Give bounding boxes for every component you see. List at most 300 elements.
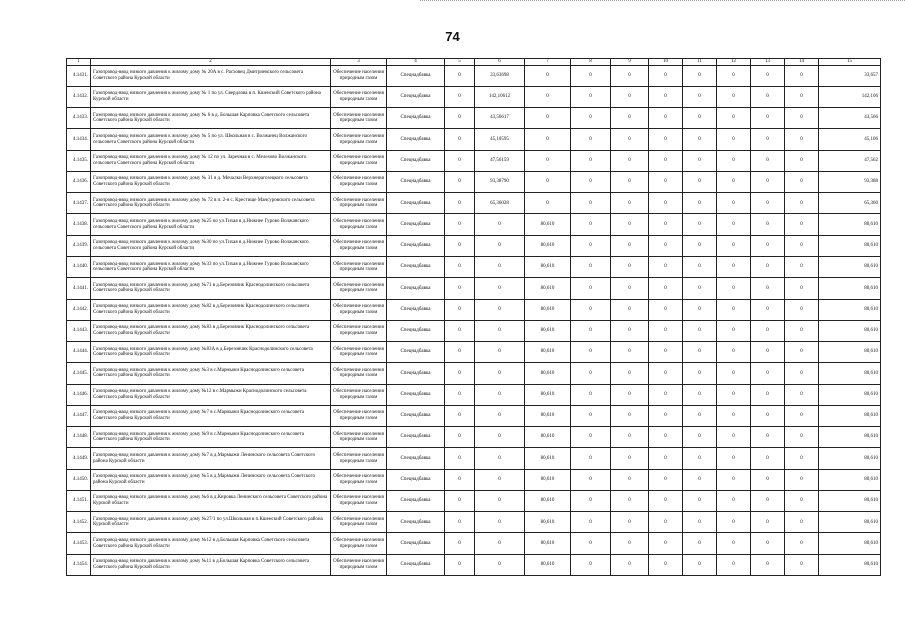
purpose: Обеспечение населения природным газом xyxy=(331,405,387,426)
row-number: 4.1439. xyxy=(67,235,91,256)
value-cell: 0 xyxy=(683,490,717,511)
funding-source: Спецнадбавка xyxy=(387,320,445,341)
value-cell: 0 xyxy=(571,171,611,192)
value-cell: 0 xyxy=(445,129,475,150)
value-cell: 0 xyxy=(445,65,475,86)
purpose: Обеспечение населения природным газом xyxy=(331,150,387,171)
value-cell: 142,10612 xyxy=(475,86,525,107)
value-cell: 0 xyxy=(649,193,683,214)
purpose: Обеспечение населения природным газом xyxy=(331,490,387,511)
column-number-2: 2 xyxy=(91,59,331,66)
value-cell: 0 xyxy=(525,108,571,129)
purpose: Обеспечение населения природным газом xyxy=(331,299,387,320)
value-cell: 0 xyxy=(785,86,819,107)
value-cell: 0 xyxy=(611,448,649,469)
value-cell: 0 xyxy=(611,533,649,554)
purpose: Обеспечение населения природным газом xyxy=(331,108,387,129)
value-cell: 0 xyxy=(717,214,751,235)
value-cell: 0 xyxy=(475,448,525,469)
value-cell: 0 xyxy=(475,512,525,533)
funding-source: Спецнадбавка xyxy=(387,342,445,363)
value-cell: 0 xyxy=(683,533,717,554)
value-cell: 80,610 xyxy=(819,405,881,426)
funding-source: Спецнадбавка xyxy=(387,129,445,150)
value-cell: 0 xyxy=(785,363,819,384)
row-number: 4.1446. xyxy=(67,384,91,405)
funding-source: Спецнадбавка xyxy=(387,554,445,575)
value-cell: 0 xyxy=(785,554,819,575)
column-number-6: 6 xyxy=(475,59,525,66)
value-cell: 80,610 xyxy=(819,469,881,490)
table-body xyxy=(67,65,881,575)
value-cell: 0 xyxy=(649,235,683,256)
value-cell: 65,36028 xyxy=(475,193,525,214)
value-cell: 0 xyxy=(785,214,819,235)
value-cell: 0 xyxy=(751,427,785,448)
value-cell: 0 xyxy=(445,214,475,235)
value-cell: 0 xyxy=(785,490,819,511)
value-cell: 0 xyxy=(475,342,525,363)
object-name: Газопровод-ввод низкого давления к жилому дому №83 в д.Березовчик Краснодолинского сельсовета Советского района Курской области xyxy=(91,320,331,341)
table-row xyxy=(67,490,881,511)
value-cell: 80,610 xyxy=(525,342,571,363)
row-number: 4.1452. xyxy=(67,512,91,533)
value-cell: 0 xyxy=(751,405,785,426)
value-cell: 0 xyxy=(571,554,611,575)
value-cell: 0 xyxy=(611,299,649,320)
object-name: Газопровод-ввод низкого давления к жилому дому №12 в с.Мармыжи Краснодолинского сельсовета Советского района Курской области xyxy=(91,384,331,405)
funding-source: Спецнадбавка xyxy=(387,363,445,384)
value-cell: 45,106 xyxy=(819,129,881,150)
value-cell: 0 xyxy=(571,256,611,277)
value-cell: 0 xyxy=(785,278,819,299)
value-cell: 0 xyxy=(751,342,785,363)
purpose: Обеспечение населения природным газом xyxy=(331,512,387,533)
value-cell: 0 xyxy=(751,533,785,554)
value-cell: 0 xyxy=(751,554,785,575)
value-cell: 0 xyxy=(751,214,785,235)
object-name: Газопровод-ввод низкого давления к жилому дому №30 по ул.Тихая в д.Нижнее Гурово Волжанского сельсовета Советского района Курской области xyxy=(91,235,331,256)
value-cell: 0 xyxy=(445,320,475,341)
table-row xyxy=(67,256,881,277)
value-cell: 80,610 xyxy=(819,342,881,363)
value-cell: 0 xyxy=(785,384,819,405)
table-row xyxy=(67,384,881,405)
value-cell: 0 xyxy=(475,533,525,554)
column-number-1: 1 xyxy=(67,59,91,66)
value-cell: 0 xyxy=(475,214,525,235)
value-cell: 80,610 xyxy=(525,278,571,299)
value-cell: 0 xyxy=(445,448,475,469)
value-cell: 80,610 xyxy=(525,448,571,469)
value-cell: 0 xyxy=(611,469,649,490)
value-cell: 0 xyxy=(683,193,717,214)
table-row xyxy=(67,193,881,214)
funding-source: Спецнадбавка xyxy=(387,448,445,469)
value-cell: 0 xyxy=(717,129,751,150)
value-cell: 0 xyxy=(649,427,683,448)
value-cell: 0 xyxy=(611,342,649,363)
value-cell: 0 xyxy=(611,363,649,384)
funding-source: Спецнадбавка xyxy=(387,384,445,405)
value-cell: 0 xyxy=(717,193,751,214)
funding-source: Спецнадбавка xyxy=(387,108,445,129)
funding-source: Спецнадбавка xyxy=(387,193,445,214)
value-cell: 0 xyxy=(683,214,717,235)
page-number: 74 xyxy=(445,29,460,44)
value-cell: 0 xyxy=(571,533,611,554)
value-cell: 0 xyxy=(649,108,683,129)
value-cell: 0 xyxy=(785,448,819,469)
value-cell: 0 xyxy=(571,108,611,129)
row-number: 4.1435. xyxy=(67,150,91,171)
value-cell: 80,610 xyxy=(819,490,881,511)
funding-source: Спецнадбавка xyxy=(387,214,445,235)
funding-source: Спецнадбавка xyxy=(387,86,445,107)
value-cell: 0 xyxy=(785,171,819,192)
value-cell: 80,610 xyxy=(525,469,571,490)
value-cell: 0 xyxy=(525,65,571,86)
value-cell: 0 xyxy=(445,108,475,129)
column-number-11: 11 xyxy=(683,59,717,66)
row-number: 4.1448. xyxy=(67,427,91,448)
value-cell: 0 xyxy=(649,320,683,341)
purpose: Обеспечение населения природным газом xyxy=(331,469,387,490)
value-cell: 0 xyxy=(683,171,717,192)
funding-source: Спецнадбавка xyxy=(387,278,445,299)
value-cell: 0 xyxy=(649,512,683,533)
investment-table xyxy=(66,58,881,576)
value-cell: 0 xyxy=(611,171,649,192)
value-cell: 0 xyxy=(785,342,819,363)
value-cell: 0 xyxy=(717,448,751,469)
value-cell: 0 xyxy=(785,533,819,554)
row-number: 4.1454. xyxy=(67,554,91,575)
value-cell: 0 xyxy=(611,512,649,533)
table-row xyxy=(67,427,881,448)
value-cell: 0 xyxy=(445,533,475,554)
value-cell: 0 xyxy=(751,235,785,256)
value-cell: 0 xyxy=(611,86,649,107)
value-cell: 80,610 xyxy=(819,363,881,384)
purpose: Обеспечение населения природным газом xyxy=(331,448,387,469)
value-cell: 0 xyxy=(445,150,475,171)
value-cell: 0 xyxy=(717,342,751,363)
value-cell: 0 xyxy=(571,512,611,533)
value-cell: 0 xyxy=(571,469,611,490)
value-cell: 0 xyxy=(571,129,611,150)
value-cell: 0 xyxy=(611,129,649,150)
value-cell: 0 xyxy=(571,193,611,214)
value-cell: 0 xyxy=(445,469,475,490)
value-cell: 0 xyxy=(751,448,785,469)
object-name: Газопровод-ввод низкого давления к жилому дому № 12 по ул. Заречная в с. Мелехово Волжанского сельсовета Советского района Курской области xyxy=(91,150,331,171)
row-number: 4.1450. xyxy=(67,469,91,490)
table-row xyxy=(67,86,881,107)
purpose: Обеспечение населения природным газом xyxy=(331,342,387,363)
purpose: Обеспечение населения природным газом xyxy=(331,214,387,235)
value-cell: 80,610 xyxy=(819,427,881,448)
object-name: Газопровод-ввод низкого давления к жилому дому № 20А в с. Расховец Дмитриевского сельсовета Советского района Курской области xyxy=(91,65,331,86)
funding-source: Спецнадбавка xyxy=(387,427,445,448)
value-cell: 0 xyxy=(649,129,683,150)
value-cell: 0 xyxy=(649,384,683,405)
value-cell: 0 xyxy=(683,512,717,533)
value-cell: 0 xyxy=(717,469,751,490)
value-cell: 0 xyxy=(571,427,611,448)
value-cell: 0 xyxy=(445,490,475,511)
value-cell: 0 xyxy=(649,405,683,426)
value-cell: 0 xyxy=(683,554,717,575)
value-cell: 0 xyxy=(611,65,649,86)
value-cell: 0 xyxy=(683,150,717,171)
value-cell: 65,360 xyxy=(819,193,881,214)
value-cell: 0 xyxy=(751,129,785,150)
value-cell: 0 xyxy=(445,235,475,256)
purpose: Обеспечение населения природным газом xyxy=(331,193,387,214)
value-cell: 0 xyxy=(785,129,819,150)
value-cell: 33,63698 xyxy=(475,65,525,86)
value-cell: 0 xyxy=(649,554,683,575)
row-number: 4.1436. xyxy=(67,171,91,192)
value-cell: 0 xyxy=(611,405,649,426)
value-cell: 80,610 xyxy=(525,533,571,554)
column-number-14: 14 xyxy=(785,59,819,66)
object-name: Газопровод-ввод низкого давления к жилому дому № 1 по ул. Свердлова в п. Кшенский Советского района Курской области xyxy=(91,86,331,107)
purpose: Обеспечение населения природным газом xyxy=(331,86,387,107)
value-cell: 0 xyxy=(475,554,525,575)
value-cell: 0 xyxy=(445,554,475,575)
purpose: Обеспечение населения природным газом xyxy=(331,235,387,256)
value-cell: 0 xyxy=(475,299,525,320)
value-cell: 80,610 xyxy=(525,320,571,341)
value-cell: 0 xyxy=(611,214,649,235)
value-cell: 0 xyxy=(475,363,525,384)
value-cell: 0 xyxy=(785,512,819,533)
value-cell: 0 xyxy=(649,363,683,384)
object-name: Газопровод-ввод низкого давления к жилому дому №27/1 по ул.Школьная в п.Кшенский Советского района Курской области xyxy=(91,512,331,533)
value-cell: 33,657 xyxy=(819,65,881,86)
value-cell: 0 xyxy=(445,299,475,320)
value-cell: 0 xyxy=(571,65,611,86)
value-cell: 0 xyxy=(571,363,611,384)
value-cell: 80,610 xyxy=(525,405,571,426)
row-number: 4.1433. xyxy=(67,108,91,129)
value-cell: 0 xyxy=(683,342,717,363)
table-row xyxy=(67,533,881,554)
value-cell: 80,610 xyxy=(525,214,571,235)
funding-source: Спецнадбавка xyxy=(387,533,445,554)
value-cell: 0 xyxy=(785,235,819,256)
value-cell: 0 xyxy=(785,150,819,171)
purpose: Обеспечение населения природным газом xyxy=(331,256,387,277)
column-number-9: 9 xyxy=(611,59,649,66)
value-cell: 0 xyxy=(649,533,683,554)
object-name: Газопровод-ввод низкого давления к жилому дому №9 в с.Мармыжи Краснодолинского сельсовета Советского района Курской области xyxy=(91,427,331,448)
column-number-8: 8 xyxy=(571,59,611,66)
value-cell: 0 xyxy=(683,363,717,384)
purpose: Обеспечение населения природным газом xyxy=(331,320,387,341)
value-cell: 0 xyxy=(475,469,525,490)
value-cell: 0 xyxy=(751,150,785,171)
value-cell: 0 xyxy=(683,108,717,129)
value-cell: 80,610 xyxy=(819,448,881,469)
row-number: 4.1443. xyxy=(67,320,91,341)
table-row xyxy=(67,235,881,256)
value-cell: 0 xyxy=(717,86,751,107)
value-cell: 47,562 xyxy=(819,150,881,171)
funding-source: Спецнадбавка xyxy=(387,235,445,256)
value-cell: 0 xyxy=(683,65,717,86)
row-number: 4.1431. xyxy=(67,65,91,86)
value-cell: 0 xyxy=(649,299,683,320)
value-cell: 80,610 xyxy=(525,256,571,277)
table-row xyxy=(67,150,881,171)
value-cell: 0 xyxy=(475,490,525,511)
value-cell: 0 xyxy=(649,86,683,107)
value-cell: 0 xyxy=(683,299,717,320)
value-cell: 0 xyxy=(571,405,611,426)
value-cell: 0 xyxy=(525,129,571,150)
value-cell: 0 xyxy=(717,108,751,129)
value-cell: 0 xyxy=(683,256,717,277)
funding-source: Спецнадбавка xyxy=(387,490,445,511)
row-number: 4.1432. xyxy=(67,86,91,107)
value-cell: 0 xyxy=(717,405,751,426)
value-cell: 0 xyxy=(683,86,717,107)
value-cell: 0 xyxy=(571,86,611,107)
value-cell: 0 xyxy=(571,342,611,363)
table-row xyxy=(67,108,881,129)
table-row xyxy=(67,299,881,320)
value-cell: 0 xyxy=(751,278,785,299)
value-cell: 0 xyxy=(475,235,525,256)
funding-source: Спецнадбавка xyxy=(387,469,445,490)
value-cell: 0 xyxy=(445,512,475,533)
table-row xyxy=(67,469,881,490)
value-cell: 0 xyxy=(445,193,475,214)
value-cell: 0 xyxy=(717,171,751,192)
value-cell: 0 xyxy=(649,171,683,192)
value-cell: 0 xyxy=(649,214,683,235)
value-cell: 0 xyxy=(571,235,611,256)
funding-source: Спецнадбавка xyxy=(387,405,445,426)
value-cell: 0 xyxy=(751,256,785,277)
object-name: Газопровод-ввод низкого давления к жилому дому № 72 в п. 2-я с. Крестище Мансуровского сельсовета Советского района Курской области xyxy=(91,193,331,214)
value-cell: 0 xyxy=(785,299,819,320)
purpose: Обеспечение населения природным газом xyxy=(331,427,387,448)
value-cell: 0 xyxy=(785,320,819,341)
value-cell: 43,56617 xyxy=(475,108,525,129)
value-cell: 80,610 xyxy=(819,533,881,554)
value-cell: 0 xyxy=(717,554,751,575)
column-number-3: 3 xyxy=(331,59,387,66)
value-cell: 0 xyxy=(717,384,751,405)
object-name: Газопровод-ввод низкого давления к жилому дому №71 в д.Березовчик Краснодолинского сельсовета Советского района Курской области xyxy=(91,278,331,299)
value-cell: 80,610 xyxy=(525,363,571,384)
value-cell: 0 xyxy=(717,512,751,533)
value-cell: 0 xyxy=(785,65,819,86)
row-number: 4.1440. xyxy=(67,256,91,277)
value-cell: 0 xyxy=(683,129,717,150)
value-cell: 0 xyxy=(683,405,717,426)
column-number-12: 12 xyxy=(717,59,751,66)
value-cell: 0 xyxy=(611,320,649,341)
value-cell: 0 xyxy=(475,405,525,426)
value-cell: 0 xyxy=(717,150,751,171)
value-cell: 0 xyxy=(611,490,649,511)
funding-source: Спецнадбавка xyxy=(387,171,445,192)
value-cell: 0 xyxy=(785,256,819,277)
value-cell: 80,610 xyxy=(819,214,881,235)
value-cell: 0 xyxy=(611,384,649,405)
table-row xyxy=(67,512,881,533)
value-cell: 80,610 xyxy=(819,299,881,320)
value-cell: 0 xyxy=(445,278,475,299)
value-cell: 0 xyxy=(611,554,649,575)
table-row xyxy=(67,171,881,192)
value-cell: 0 xyxy=(649,342,683,363)
table-row xyxy=(67,342,881,363)
value-cell: 0 xyxy=(571,320,611,341)
object-name: Газопровод-ввод низкого давления к жилому дому № 5 по ул. Школьная в с. Волжанец Волжанского сельсовета Советского района Курской области xyxy=(91,129,331,150)
value-cell: 0 xyxy=(571,490,611,511)
value-cell: 80,610 xyxy=(525,384,571,405)
object-name: Газопровод-ввод низкого давления к жилому дому №5 в д.Мармыжи Ленинского сельсовета Советского района Курской области xyxy=(91,469,331,490)
value-cell: 80,610 xyxy=(819,278,881,299)
row-number: 4.1434. xyxy=(67,129,91,150)
top-edge-line xyxy=(420,0,905,5)
funding-source: Спецнадбавка xyxy=(387,65,445,86)
value-cell: 0 xyxy=(717,320,751,341)
value-cell: 0 xyxy=(785,405,819,426)
value-cell: 0 xyxy=(445,384,475,405)
value-cell: 0 xyxy=(571,448,611,469)
value-cell: 0 xyxy=(525,193,571,214)
value-cell: 0 xyxy=(717,235,751,256)
value-cell: 80,610 xyxy=(525,427,571,448)
value-cell: 0 xyxy=(611,193,649,214)
value-cell: 0 xyxy=(611,150,649,171)
value-cell: 43,566 xyxy=(819,108,881,129)
value-cell: 0 xyxy=(683,384,717,405)
purpose: Обеспечение населения природным газом xyxy=(331,554,387,575)
value-cell: 47,56159 xyxy=(475,150,525,171)
value-cell: 0 xyxy=(475,278,525,299)
value-cell: 0 xyxy=(717,65,751,86)
value-cell: 0 xyxy=(785,427,819,448)
value-cell: 0 xyxy=(751,171,785,192)
column-number-13: 13 xyxy=(751,59,785,66)
object-name: Газопровод-ввод низкого давления к жилому дому №33 по ул.Тихая в д.Нижнее Гурово Волжанского сельсовета Советского района Курской области xyxy=(91,256,331,277)
value-cell: 0 xyxy=(445,171,475,192)
value-cell: 0 xyxy=(717,299,751,320)
value-cell: 0 xyxy=(649,256,683,277)
row-number: 4.1451. xyxy=(67,490,91,511)
value-cell: 0 xyxy=(475,427,525,448)
table-row xyxy=(67,65,881,86)
value-cell: 0 xyxy=(683,235,717,256)
value-cell: 0 xyxy=(571,214,611,235)
value-cell: 0 xyxy=(525,86,571,107)
object-name: Газопровод-ввод низкого давления к жилому дому №25 по ул.Тихая в д.Нижнее Гурово Волжанского сельсовета Советского района Курской области xyxy=(91,214,331,235)
row-number: 4.1441. xyxy=(67,278,91,299)
table-row xyxy=(67,320,881,341)
value-cell: 0 xyxy=(717,533,751,554)
value-cell: 0 xyxy=(611,235,649,256)
table-row xyxy=(67,214,881,235)
value-cell: 0 xyxy=(571,150,611,171)
